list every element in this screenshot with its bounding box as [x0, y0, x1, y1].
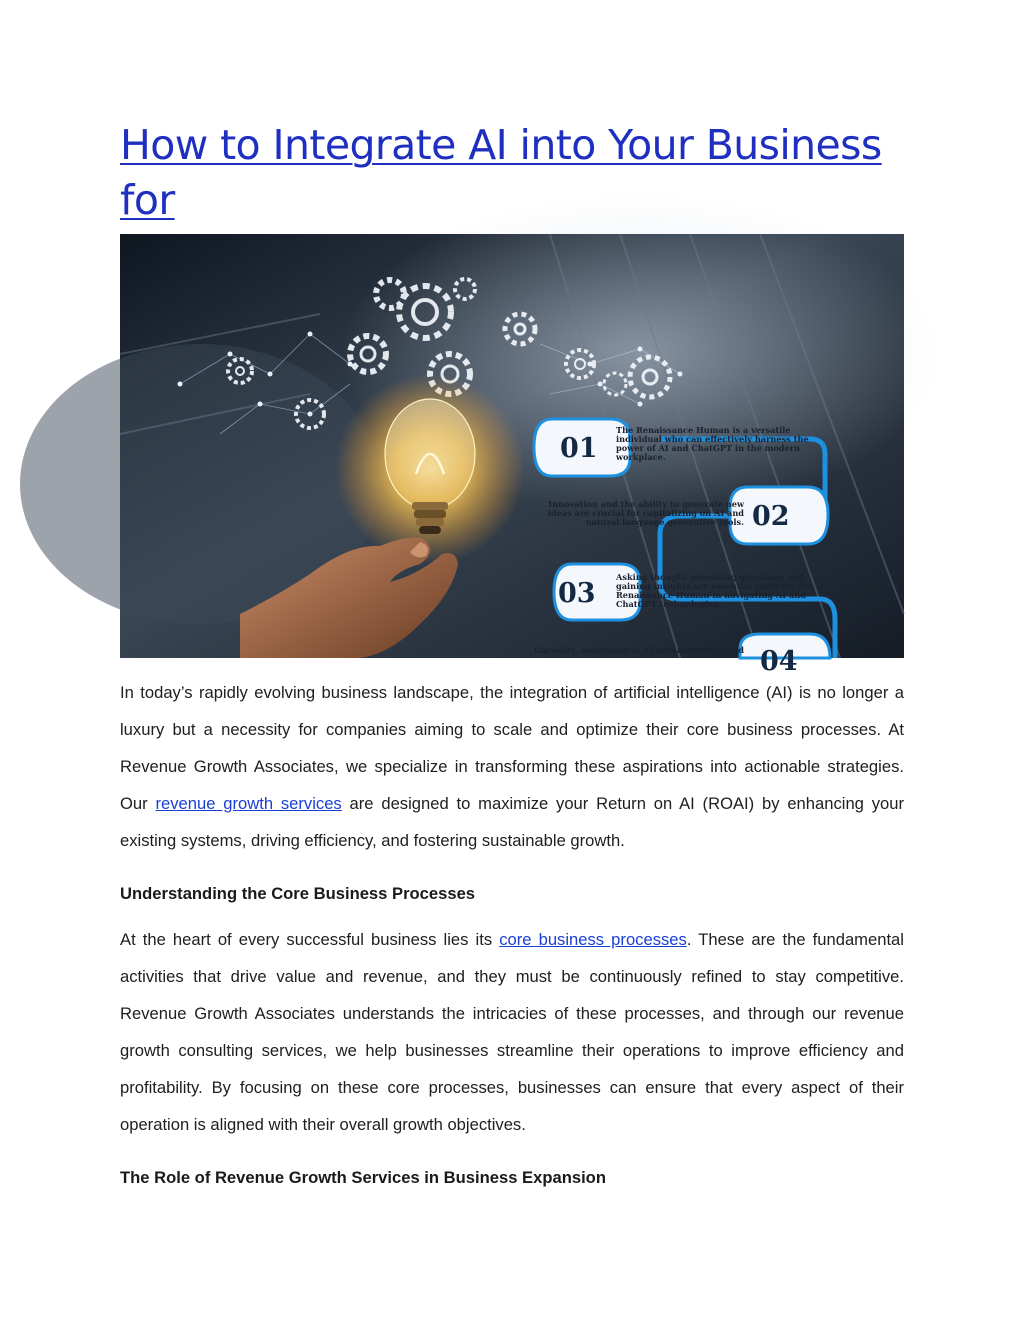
step-3-number: 03 [558, 578, 596, 609]
core-text-after-link: . These are the fundamental activities that drive value and revenue, and they must be continuously refined to stay competitive. Revenue Growth Associates understands the intricacies of these processes, and through our revenue growth consulting services, we help businesses streamline their operations to improve efficiency and profitability. By focusing on these core processes, businesses can ensure that every aspect of their operation is aligned with their overall growth objectives. [120, 930, 904, 1134]
hero-image [120, 234, 904, 677]
intro-paragraph [120, 675, 904, 860]
step-2-line-2: ideas are crucial for capitalizing on AI and [547, 508, 744, 518]
step-2-number: 02 [752, 501, 790, 532]
step-1-number: 01 [560, 433, 598, 464]
step-1-line-1: The Renaissance Human is a versatile [616, 425, 791, 435]
step-4-number: 04 [760, 646, 798, 677]
core-text-before-link: At the heart of every successful business lies its [120, 930, 500, 949]
core-business-processes-link[interactable]: core business processes [499, 930, 687, 949]
title-line-1: How to Integrate AI into Your Business for [120, 121, 882, 224]
step-1-line-3: power of AI and ChatGPT in the modern [616, 443, 800, 453]
core-processes-paragraph [120, 922, 904, 1143]
step-1-line-4: workplace. [616, 452, 666, 462]
step-1-line-2: individual who can effectively harness the [616, 434, 809, 444]
intro-text-after-link: are designed to maximize your Return on AI (ROAI) by enhancing your existing systems, driving efficiency, and fostering sustainable growth. [120, 793, 904, 850]
intro-text-before-link: In today’s rapidly evolving business landscape, the integration of artificial intelligence (AI) is no longer a luxury but a necessity for companies aiming to scale and optimize their core business processes. At Revenue Growth Associates, we specialize in transforming these aspirations into actionable strategies. Our [120, 683, 904, 813]
step-3-line-1: Asking thought-provoking questions and [616, 572, 804, 582]
section-heading-revenue-growth-role: The Role of Revenue Growth Services in Business Expansion [120, 1168, 606, 1187]
step-4-line-1: Curiosity, awareness of AI advancements, and [534, 645, 744, 655]
section-heading-core-processes: Understanding the Core Business Processes [120, 884, 476, 903]
step-3-line-2: gaining insights are essential skills for the [616, 581, 814, 591]
step-3-line-4: ChatGPT technologies. [616, 599, 722, 609]
step-2-line-3: natural language generative tools. [585, 517, 744, 527]
hero-illustration [120, 234, 904, 677]
step-3-line-3: Renaissance Human in navigating AI and [616, 590, 806, 600]
step-2-line-1: Innovation and the ability to generate new [548, 499, 744, 509]
revenue-growth-services-link[interactable]: revenue growth services [155, 793, 342, 813]
